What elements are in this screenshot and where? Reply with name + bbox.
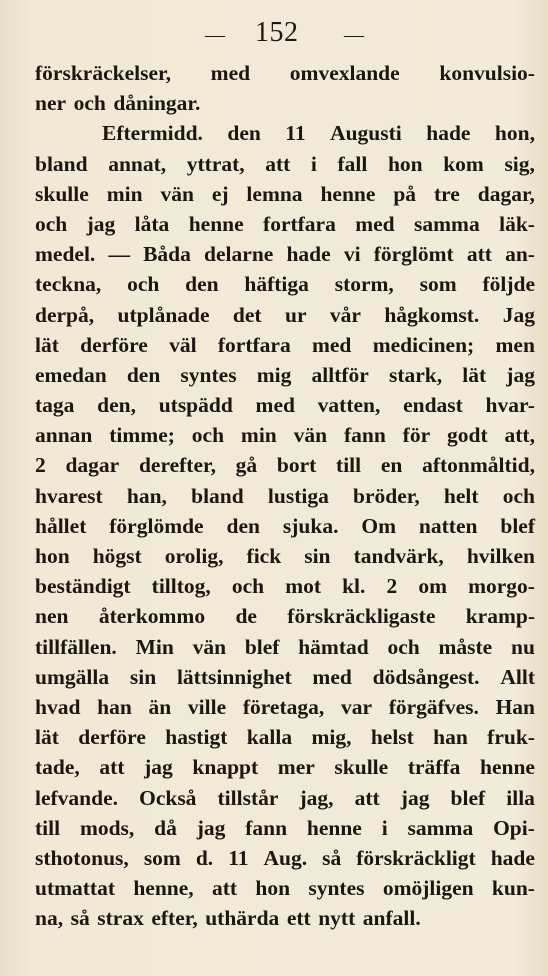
word: 11 (228, 845, 249, 870)
word: kun- (491, 876, 535, 901)
word: omvexlande (289, 61, 400, 85)
text-line (35, 209, 535, 239)
word: väl (169, 332, 197, 357)
word: min (106, 181, 143, 206)
word: godt (447, 423, 488, 448)
word: helt (443, 483, 479, 508)
word: som (143, 845, 181, 870)
word: dödsångest. (372, 664, 480, 689)
word: endast (403, 393, 463, 418)
word: att (354, 785, 380, 810)
text-line (35, 360, 535, 390)
word: delarne (204, 242, 274, 267)
word: Augusti (330, 121, 402, 146)
word: henne, (133, 876, 194, 901)
word: Allt (500, 664, 535, 689)
word: lät (462, 362, 487, 387)
word: med (355, 211, 395, 236)
word: han (97, 694, 132, 719)
word: hon (387, 151, 423, 176)
word: tillstår (217, 785, 279, 810)
word: att, (504, 423, 535, 448)
word: ville (187, 694, 227, 719)
word: yttrat, (186, 151, 245, 176)
word: vän (160, 181, 194, 206)
word: Om (361, 513, 397, 538)
word: henne (188, 211, 244, 236)
word: låta (134, 211, 170, 236)
word: så (322, 845, 342, 870)
word: och (127, 272, 160, 297)
word: mot (285, 574, 322, 599)
word: fann (245, 815, 288, 840)
word: hvilken (466, 544, 535, 568)
word: strax (97, 906, 144, 931)
word: Båda (143, 242, 191, 267)
word: förglömt (373, 242, 454, 267)
word: jag (86, 211, 116, 236)
word: henne (320, 181, 376, 206)
word: tandvärk, (353, 544, 444, 568)
text-line (35, 903, 535, 933)
text-line (35, 843, 535, 873)
word: sin (129, 664, 157, 689)
word: att (265, 151, 291, 176)
word: lät (35, 725, 59, 750)
word: omöjligen (382, 876, 474, 901)
text-line (35, 58, 535, 88)
word: kom (443, 151, 484, 176)
word: lemna (246, 181, 303, 206)
word: han (433, 725, 468, 750)
word: timme; (109, 423, 175, 448)
word: hade (286, 242, 331, 267)
word: och (231, 574, 265, 599)
word: tade, (35, 755, 80, 780)
word: Också (139, 785, 197, 810)
word: umgälla (35, 664, 110, 689)
word: och (502, 483, 535, 508)
word: mods, (79, 815, 135, 840)
word: lustiga (267, 483, 329, 508)
word: till (336, 453, 362, 478)
word: hastigt (165, 725, 228, 750)
word: derföre (78, 725, 146, 750)
word: bort (276, 453, 317, 478)
word: förglömde (109, 513, 204, 538)
word: företaga, (242, 694, 325, 719)
text-line (35, 662, 535, 692)
word: storm, (334, 272, 394, 297)
text-line (35, 481, 535, 511)
word: dagar (65, 453, 120, 478)
word: hållet (35, 513, 87, 538)
word: återkommo (98, 604, 206, 629)
page-header (0, 14, 548, 50)
word: ett (286, 906, 311, 931)
word: hvarest (35, 483, 103, 508)
word: måste (438, 634, 493, 659)
word: sthotonus, (35, 845, 129, 870)
word: derefter, (138, 453, 216, 478)
word: vi (343, 242, 361, 267)
word: för (402, 423, 431, 448)
word: hade (490, 845, 535, 870)
word: lefvande. (35, 785, 119, 810)
word: beständigt (35, 574, 131, 599)
word: fick (246, 544, 282, 568)
word: 2 (35, 453, 46, 478)
header-dash-right: — (344, 24, 364, 46)
word: tilltog, (151, 574, 211, 599)
word: vår (329, 302, 361, 327)
word: ur (284, 302, 307, 327)
word: morgo- (468, 574, 535, 599)
word: annan (35, 423, 93, 448)
word: den (185, 272, 219, 297)
word: knappt (192, 755, 259, 780)
word: jag (400, 785, 430, 810)
word: aftonmåltid, (422, 453, 535, 478)
word: taga (35, 393, 75, 418)
word: vän (192, 634, 227, 659)
word: teckna, (35, 272, 102, 297)
word: i (381, 815, 388, 840)
word: till (35, 815, 61, 840)
word: hon, (494, 121, 535, 146)
word: förskräckelser, (35, 61, 171, 85)
word: blef (244, 634, 280, 659)
word: och (73, 91, 106, 116)
word: utspädd (158, 393, 233, 418)
word: illa (506, 785, 535, 810)
text-line (35, 450, 535, 480)
word: annat, (108, 151, 167, 176)
word: det (232, 302, 262, 327)
word: Jag (502, 302, 535, 327)
word: på (393, 181, 417, 206)
word: d. (195, 845, 214, 870)
text-line (35, 571, 535, 601)
word: — (108, 242, 130, 267)
word: syntes (308, 876, 365, 901)
page-number: 152 (255, 17, 299, 48)
word: han, (126, 483, 167, 508)
word: fortfara (263, 211, 336, 236)
word: hågkomst. (384, 302, 480, 327)
word: hon (255, 876, 291, 901)
word: träffa (407, 755, 461, 780)
word: dagar, (477, 181, 535, 206)
word: förgäfves. (388, 694, 479, 719)
word: i (310, 151, 317, 176)
text-line (35, 118, 535, 148)
word: bland (191, 483, 244, 508)
word: jag (196, 815, 226, 840)
word: min (240, 423, 277, 448)
word: att (466, 242, 492, 267)
word: med (312, 664, 352, 689)
word: än (148, 694, 172, 719)
word: medicinen; (372, 332, 475, 357)
word: den (227, 121, 261, 146)
word: skulle (334, 755, 389, 780)
word: derföre (80, 332, 148, 357)
word: att (211, 876, 238, 901)
text-line (35, 269, 535, 299)
text-line (35, 752, 535, 782)
word: sig, (504, 151, 535, 176)
text-line (35, 511, 535, 541)
word: jag (144, 755, 173, 780)
word: emedan (35, 362, 107, 387)
word: Aug. (263, 845, 308, 870)
word: läk- (499, 211, 535, 236)
text-line (35, 239, 535, 269)
word: Han (495, 694, 535, 719)
word: blef (500, 513, 535, 538)
text-line (35, 601, 535, 631)
word: natten (418, 513, 478, 538)
word: men (495, 332, 535, 357)
word: mer (277, 755, 315, 780)
word: och (191, 423, 225, 448)
word: na, (35, 906, 64, 931)
text-line (35, 330, 535, 360)
text-line (35, 813, 535, 843)
word: orolig, (164, 544, 224, 568)
word: blef (450, 785, 486, 810)
word: jag, (299, 785, 334, 810)
word: tre (433, 181, 460, 206)
word: ej (211, 181, 229, 206)
word: hvar- (485, 393, 535, 418)
word: var (340, 694, 372, 719)
word: häftiga (244, 272, 309, 297)
word: utplånade (117, 302, 210, 327)
word: samma (414, 211, 480, 236)
word: förskräckligt (356, 845, 476, 870)
word: gå (235, 453, 258, 478)
word: alltför (311, 362, 369, 387)
word: hade (426, 121, 471, 146)
word: kramp- (465, 604, 535, 629)
word: lät (35, 332, 59, 357)
body-text (35, 58, 535, 933)
word: helst (370, 725, 414, 750)
text-line (35, 783, 535, 813)
word: så (70, 906, 90, 931)
word: och (35, 211, 68, 236)
text-line (35, 149, 535, 179)
word: 11 (285, 121, 306, 146)
header-dash-left: — (205, 24, 225, 46)
word: sjuka. (282, 513, 339, 538)
word: vatten, (317, 393, 381, 418)
word: med (311, 332, 352, 357)
word: kl. (342, 574, 366, 599)
word: mig (256, 362, 292, 387)
word: med (210, 61, 251, 85)
word: följde (482, 272, 535, 297)
word: Min (135, 634, 174, 659)
word: medel. (35, 242, 96, 267)
word: nen (35, 604, 69, 629)
word: fortfara (217, 332, 291, 357)
word: henne (306, 815, 362, 840)
word: konvulsio- (439, 61, 535, 85)
word: efter, (151, 906, 198, 931)
word: bland (35, 151, 88, 176)
word: högst (92, 544, 142, 568)
word: bröder, (353, 483, 420, 508)
text-line (35, 390, 535, 420)
word: hvad (35, 694, 81, 719)
word: syntes (180, 362, 237, 387)
word: de (235, 604, 257, 629)
word: som (419, 272, 457, 297)
word: mig, (311, 725, 352, 750)
word: Eftermidd. (102, 121, 203, 146)
word: den, (97, 393, 136, 418)
word: derpå, (35, 302, 95, 327)
word: skulle (35, 181, 89, 206)
word: den (226, 513, 260, 538)
word: att (99, 755, 125, 780)
word: anfall. (362, 906, 421, 931)
word: och (387, 634, 420, 659)
word: kalla (246, 725, 293, 750)
text-line (35, 179, 535, 209)
text-line (35, 873, 535, 903)
word: nu (510, 634, 535, 659)
word: fann (343, 423, 386, 448)
word: samma (407, 815, 474, 840)
word: utmattat (35, 876, 116, 901)
word: uthärda (205, 906, 280, 931)
text-line (35, 541, 535, 571)
text-line (35, 420, 535, 450)
word: stark, (388, 362, 443, 387)
word: hämtad (298, 634, 369, 659)
word: ner (35, 91, 67, 116)
word: en (380, 453, 403, 478)
word: den (126, 362, 161, 387)
word: Opi- (493, 815, 535, 840)
text-line (35, 300, 535, 330)
word: förskräckligaste (287, 604, 436, 629)
word: då (154, 815, 177, 840)
word: sin (304, 544, 331, 568)
word: henne (479, 755, 535, 780)
text-line (35, 722, 535, 752)
text-line (35, 632, 535, 662)
word: med (255, 393, 295, 418)
word: dåningar. (113, 91, 201, 116)
word: jag (506, 362, 535, 387)
word: tillfällen. (35, 634, 117, 659)
word: hon (35, 544, 70, 568)
text-line (35, 88, 535, 118)
word: an- (505, 242, 535, 267)
word: 2 (386, 574, 398, 599)
word: vän (293, 423, 328, 448)
word: fall (337, 151, 368, 176)
word: om (418, 574, 447, 599)
text-line (35, 692, 535, 722)
word: lättsinnighet (176, 664, 292, 689)
word: fruk- (487, 725, 535, 750)
word: nytt (318, 906, 356, 931)
